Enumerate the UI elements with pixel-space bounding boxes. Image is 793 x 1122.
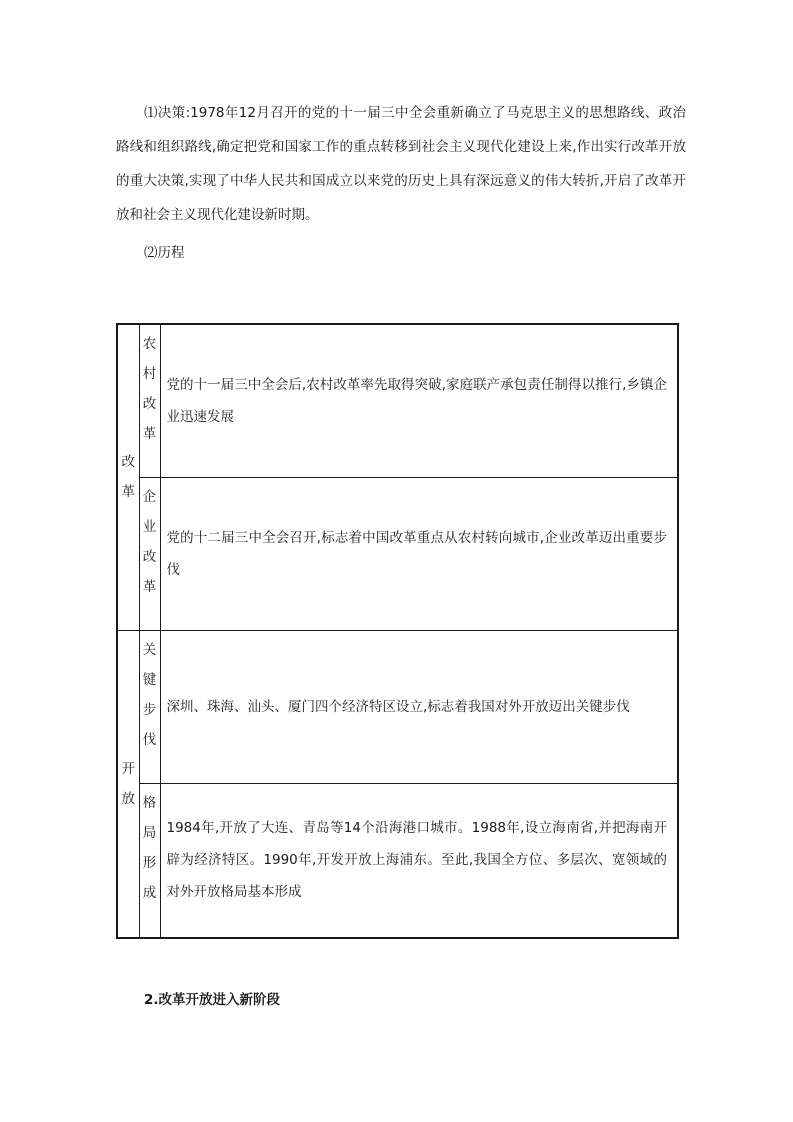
vertical-label-char: 形	[142, 854, 157, 871]
vertical-label-char: 改	[121, 454, 135, 471]
section-heading-2: 2.改革开放进入新阶段	[144, 992, 281, 1008]
table-row	[117, 477, 678, 630]
vertical-label-char: 开	[121, 760, 135, 777]
vertical-label-char: 改	[142, 396, 157, 412]
sub-label-enterprise-reform	[139, 477, 160, 630]
vertical-label-char: 局	[142, 824, 157, 841]
content-key-step: 深圳、珠海、汕头、厦门四个经济特区设立,标志着我国对外开放迈出关键步伐	[160, 630, 678, 783]
vertical-label-char: 企	[142, 488, 157, 505]
intro-paragraph: ⑴决策:1978年12月召开的党的十一届三中全会重新确立了马克思主义的思想路线、政治路线和组织路线,确定把党和国家工作的重点转移到社会主义现代化建设上来,作出实行改革开放的重大决策,实现了中华人民共和国成立以来党的历史上具有深远意义的伟大转折,开启了改革开放和社会主义现代化建设新时期。	[116, 105, 686, 223]
vertical-label-char: 业	[142, 518, 157, 535]
vertical-label-char: 伐	[142, 731, 157, 748]
table-row	[117, 783, 678, 938]
sub-label-key-step	[139, 630, 160, 783]
vertical-label-char: 放	[121, 790, 135, 807]
content-pattern-formed: 1984年,开放了大连、青岛等14个沿海港口城市。1988年,设立海南省,并把海南开辟为经济特区。1990年,开发开放上海浦东。至此,我国全方位、多层次、宽领域的对外开放格局基本形成	[160, 783, 678, 938]
vertical-label-char: 成	[142, 884, 157, 901]
group-label-reform	[117, 324, 139, 630]
vertical-label-char: 村	[142, 366, 157, 382]
sub-label-rural-reform	[139, 324, 160, 477]
vertical-label-char: 关	[142, 641, 157, 658]
vertical-label-char: 键	[142, 671, 157, 688]
vertical-label-char: 格	[142, 794, 157, 811]
vertical-label-char: 革	[142, 578, 157, 595]
sub-label-pattern-formed	[139, 783, 160, 938]
content-enterprise-reform: 党的十二届三中全会召开,标志着中国改革重点从农村转向城市,企业改革迈出重要步伐	[160, 477, 678, 630]
vertical-label-char: 改	[142, 548, 157, 565]
vertical-label-char: 农	[142, 336, 157, 352]
group-label-opening	[117, 630, 139, 938]
table-row	[117, 324, 678, 477]
vertical-label-char: 革	[142, 426, 157, 442]
reform-history-table	[116, 323, 679, 939]
history-subheading: ⑵历程	[144, 245, 185, 261]
vertical-label-char: 步	[142, 701, 157, 718]
vertical-label-char: 革	[121, 484, 135, 501]
table-row	[117, 630, 678, 783]
content-rural-reform: 党的十一届三中全会后,农村改革率先取得突破,家庭联产承包责任制得以推行,乡镇企业迅速发展	[160, 324, 678, 477]
